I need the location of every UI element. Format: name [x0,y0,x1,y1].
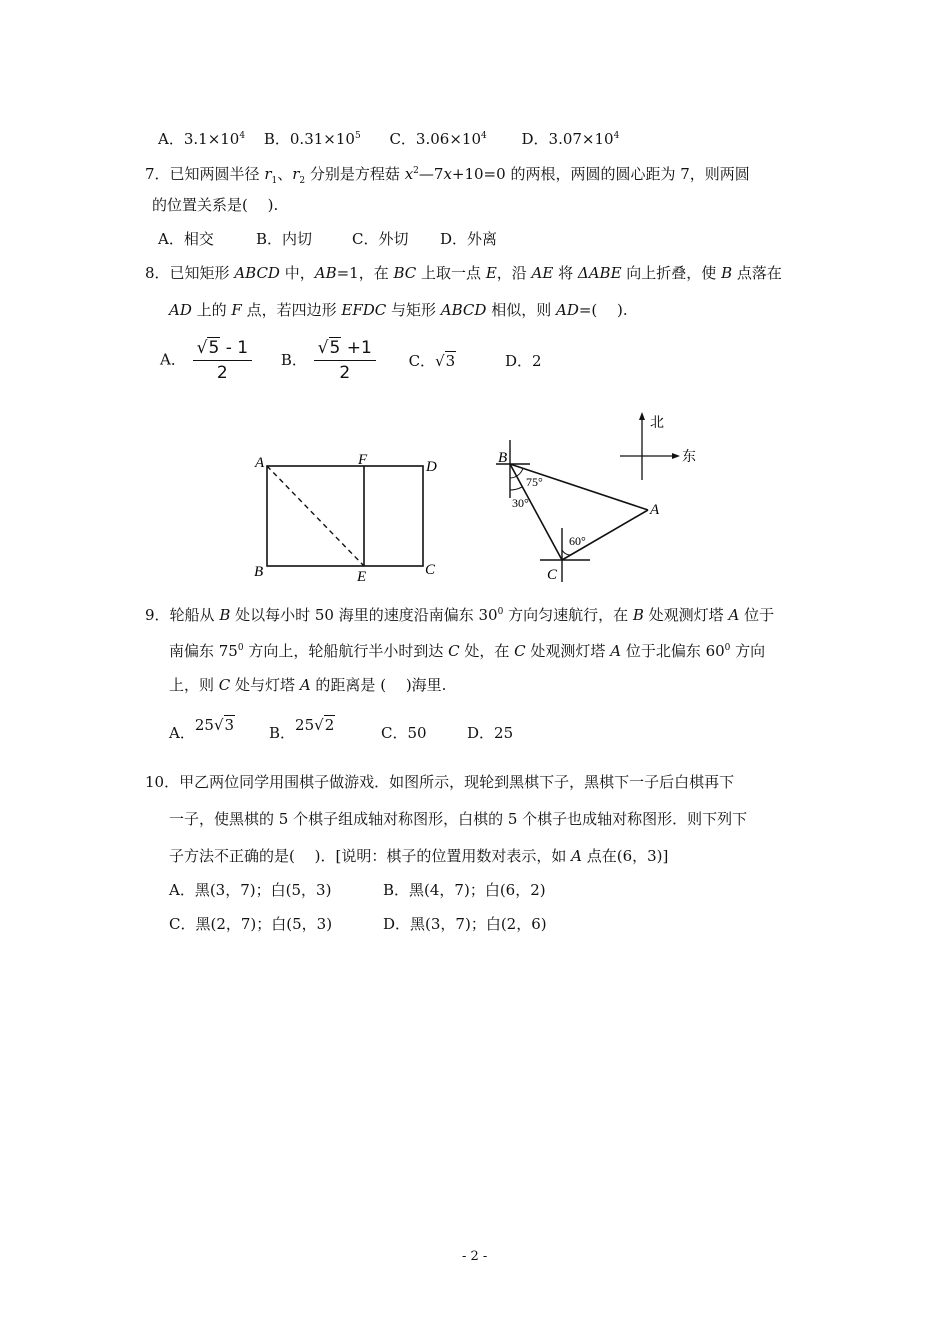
q10-option-c: C．黑(2，7)；白(5，3) [169,915,333,933]
q8-option-b-denominator: 2 [339,363,351,383]
q7-option-b: B．内切 [256,230,313,248]
q7-option-a: A．相交 [158,230,214,248]
q6-option-a: A．$3.1\times 10^4$ [158,130,246,148]
q10-stem-line2: 一子，使黑棋的 5 个棋子组成轴对称图形，白棋的 5 个棋子也成轴对称图形．则下列下 [169,810,748,828]
angle-label-60: 60° [569,534,586,548]
q8-stem-line2: AD 上的 F 点，若四边形 EFDC 与矩形 ABCD 相似，则 AD=( ). [169,301,628,319]
compass-north-label: 北 [650,416,664,431]
label-b: B [254,564,264,580]
q8-option-a-fraction [193,338,252,383]
q10-options-row2 [169,914,547,934]
angle-arc-30 [510,487,522,490]
bearing-figure [490,410,710,590]
angle-arc-60 [562,550,570,555]
q8-option-b-label: B． [280,350,307,369]
label-d: D [426,459,437,475]
q7-option-c: C．外切 [352,230,409,248]
q8-options [160,338,542,383]
angle-label-75: 75° [526,475,543,489]
q10-options-row1 [169,880,546,900]
q7-stem-line1: 7．已知两圆半径 $r_1$、$r_2$ 分别是方程菇 $x^2—7x+10=0$ 的两根，两圆的圆心距为 7，则两圆 [145,165,750,186]
q7-stem-line2: 的位置关系是( ). [152,196,279,214]
q8-option-d: D．2 [504,352,542,370]
q8-option-c: C．√3 [408,352,456,370]
fold-line-ae [267,466,364,566]
page-number: - 2 - [462,1249,488,1264]
q6-option-d: D．$3.07\times 10^4$ [521,130,620,148]
label-a: A [650,502,660,518]
q9-option-c: C．50 [381,724,427,742]
q7-option-d: D．外离 [440,230,498,248]
q9-stem-line1: 9．轮船从 B 处以每小时 50 海里的速度沿南偏东 $30^0$ 方向匀速航行，在 B 处观测灯塔 A 位于 [145,606,775,624]
label-b: B [498,450,508,466]
compass-north-arrow [639,412,645,420]
label-c: C [547,567,558,583]
q9-option-d: D．25 [467,724,514,742]
rectangle-abcd [267,466,423,566]
q8-option-b-numerator: √5 +1 [314,338,376,361]
label-a: A [255,455,265,471]
q8-option-a-numerator: √5 - 1 [193,338,252,361]
q6-option-c: C．$3.06\times 10^4$ [389,130,487,148]
q10-option-d: D．黑(3，7)；白(2，6) [383,915,547,933]
q10-option-b: B．黑(4，7)；白(6，2) [383,881,546,899]
angle-label-30: 30° [512,496,529,510]
q9-stem-line3: 上，则 C 处与灯塔 A 的距离是 ( )海里. [169,676,447,694]
q10-stem-line1: 10．甲乙两位同学用围棋子做游戏．如图所示，现轮到黑棋下子，黑棋下一子后白棋再下 [145,773,735,791]
q9-stem-line2: 南偏东 $75^0$ 方向上，轮船航行半小时到达 C 处，在 C 处观测灯塔 A 位于北偏东 $60^0$ 方向 [169,642,766,660]
q9-option-a: A．25√3 [169,716,235,742]
q10-option-a: A．黑(3，7)；白(5，3) [169,881,332,899]
q8-stem-line1: 8．已知矩形 ABCD 中，AB=1，在 BC 上取一点 E，沿 AE 将 ΔABE 向上折叠，使 B 点落在 [145,264,782,282]
q10-stem-line3: 子方法不正确的是( )．[说明：棋子的位置用数对表示，如 A 点在(6，3)] [169,847,669,865]
compass-east-label: 东 [682,450,696,465]
label-e: E [357,569,367,585]
compass-east-arrow [672,453,680,459]
angle-arc-75 [510,468,523,478]
label-c: C [425,562,436,578]
q8-option-b-fraction [314,338,376,383]
q9-option-b: B．25√2 [269,716,335,742]
rectangle-fold-figure [245,450,445,585]
q6-option-b: B．$0.31\times 10^5$ [263,130,361,148]
q8-option-a-label: A． [160,350,186,369]
q9-options [169,716,514,743]
label-f: F [358,452,368,468]
q6-options [158,126,619,149]
q8-option-a-denominator: 2 [216,363,228,383]
q7-options [158,229,497,249]
